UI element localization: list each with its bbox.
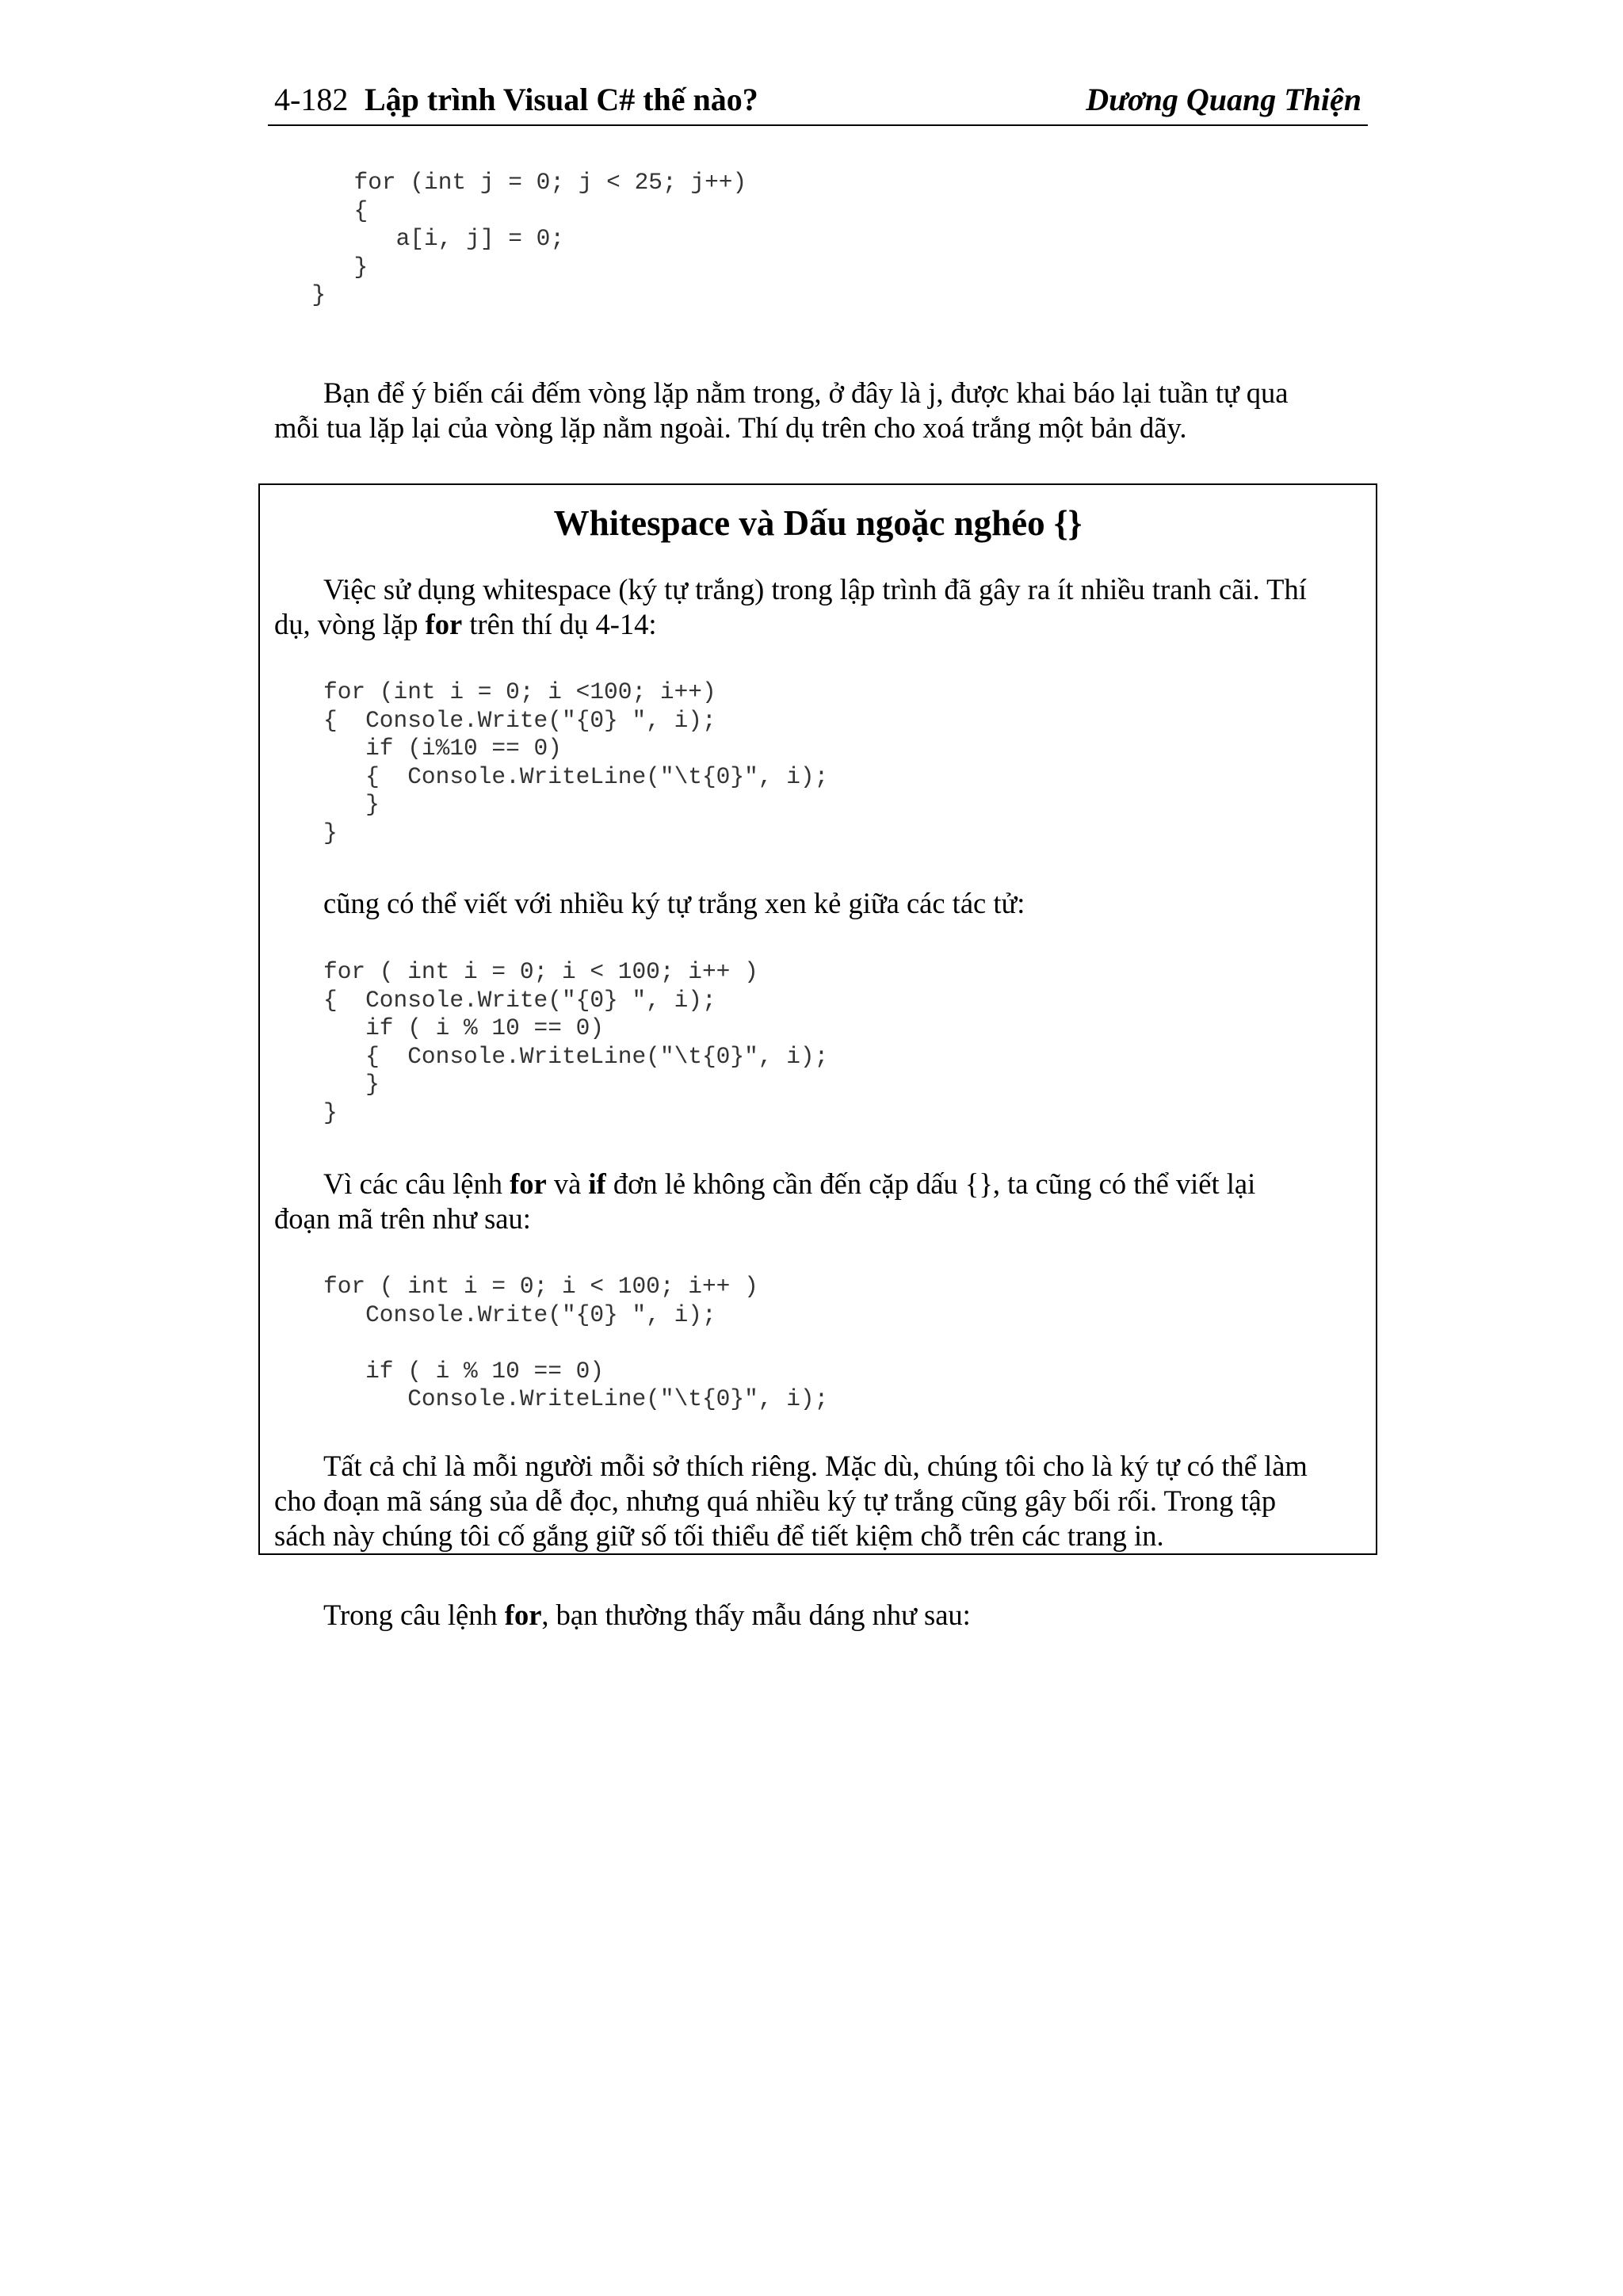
box-end-line-3: sách này chúng tôi cố gắng giữ số tối thiểu để tiết kiệm chỗ trên các trang in. (274, 1519, 1164, 1552)
keyword-if: if (588, 1167, 606, 1200)
paragraph-top-line-2: mỗi tua lặp lại của vòng lặp nằm ngoài. Thí dụ trên cho xoá trắng một bản dãy. (274, 411, 1187, 444)
code-block-2: for ( int i = 0; i < 100; i++ ) { Console.Write("{0} ", i); if ( i % 10 == 0) { Console.WriteLine("\t{0}", i); } } (323, 958, 829, 1126)
paragraph-bottom: Trong câu lệnh for, bạn thường thấy mẫu dáng như sau: (323, 1599, 971, 1631)
keyword-for: for (425, 608, 463, 640)
paragraph-top-line-1: Bạn để ý biến cái đếm vòng lặp nằm trong, ở đây là j, được khai báo lại tuần tự qua (323, 376, 1289, 409)
page-number: 4-182 (274, 82, 349, 117)
box-end-line-1: Tất cả chỉ là mỗi người mỗi sở thích riêng. Mặc dù, chúng tôi cho là ký tự có thể làm (323, 1450, 1308, 1482)
box-mid-text: cũng có thể viết với nhiều ký tự trắng xen kẻ giữa các tác tử: (323, 887, 1025, 919)
box-vi-line-1: Vì các câu lệnh for và if đơn lẻ không cần đến cặp dấu {}, ta cũng có thể viết lại (323, 1167, 1256, 1200)
box-end-line-2: cho đoạn mã sáng sủa dễ đọc, nhưng quá nhiều ký tự trắng cũng gây bối rối. Trong tập (274, 1484, 1277, 1517)
keyword-for: for (510, 1167, 547, 1200)
header-rule (268, 124, 1368, 126)
box-title: Whitespace và Dấu ngoặc nghéo {} (553, 503, 1083, 543)
keyword-for: for (504, 1599, 542, 1631)
book-title: Lập trình Visual C# thế nào? (365, 82, 758, 117)
box-vi-line-2: đoạn mã trên như sau: (274, 1202, 531, 1235)
code-block-1: for (int i = 0; i <100; i++) { Console.Write("{0} ", i); if (i%10 == 0) { Console.WriteLine("\t{0}", i); } } (323, 678, 829, 846)
page-header (268, 76, 1368, 125)
code-block-top: for (int j = 0; j < 25; j++) { a[i, j] = 0; } } (311, 169, 747, 308)
box-intro-line-1: Việc sử dụng whitespace (ký tự trắng) trong lập trình đã gây ra ít nhiều tranh cãi. Thí (323, 573, 1307, 606)
code-block-3: for ( int i = 0; i < 100; i++ ) Console.Write("{0} ", i); if ( i % 10 == 0) Console.WriteLine("\t{0}", i); (323, 1273, 829, 1412)
author-name: Dương Quang Thiện (1086, 82, 1361, 117)
box-intro-line-2: dụ, vòng lặp for trên thí dụ 4-14: (274, 608, 657, 640)
